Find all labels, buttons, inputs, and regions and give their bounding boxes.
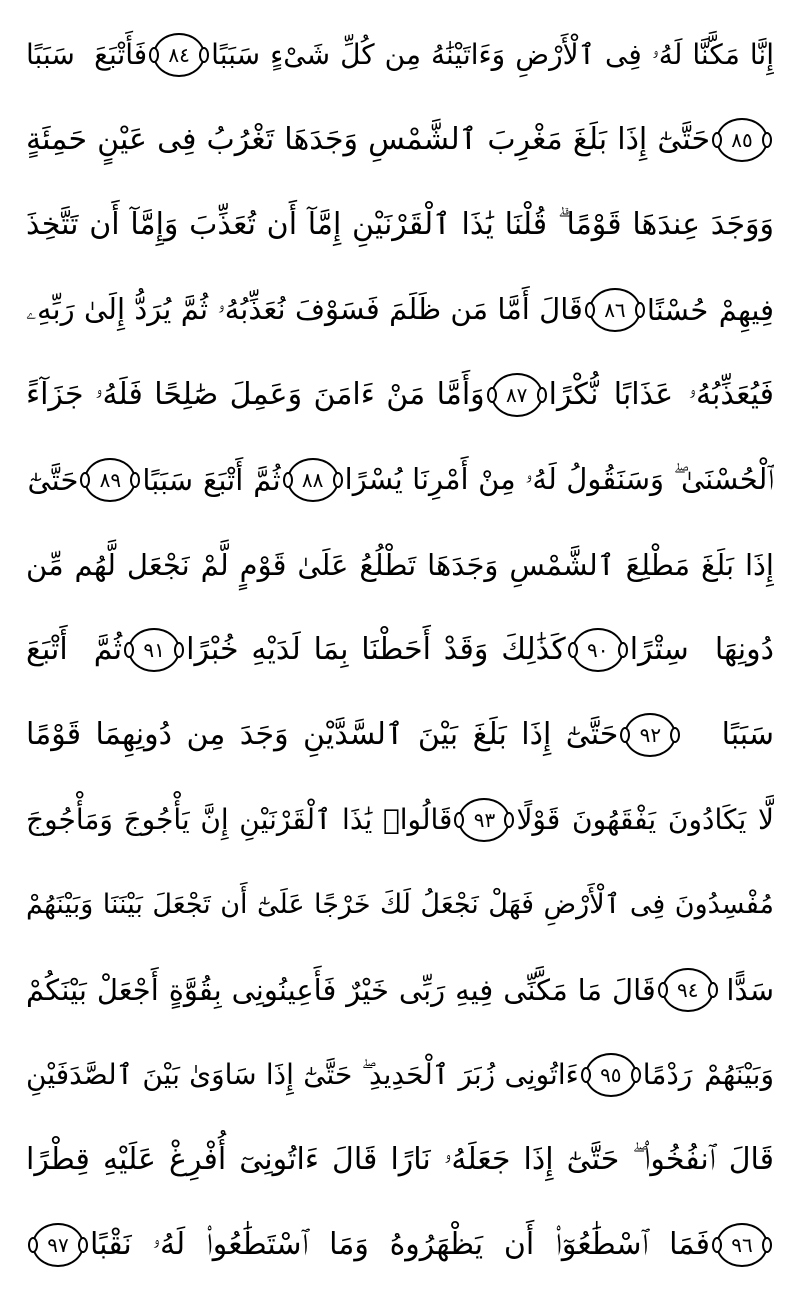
verse-text: سَدًّا: [726, 972, 774, 1007]
verse-text: ثُمَّ أَتْبَعَ: [26, 632, 123, 667]
verse-text: قَالُوا۟ يَٰذَا ٱلْقَرْنَيْنِ إِنَّ يَأْجُوجَ وَمَأْجُوجَ: [26, 803, 453, 836]
verse-text: دُونِهَا سِتْرًا: [629, 632, 774, 667]
verse-line: [26, 437, 774, 522]
verse-line: [26, 352, 774, 437]
verse-text: ءَاتُونِى زُبَرَ ٱلْحَدِيدِ ۖ حَتَّىٰٓ إِذَا سَاوَىٰ بَيْنَ ٱلصَّدَفَيْنِ: [26, 1057, 579, 1091]
ayah-number-marker: ٩٢: [624, 713, 676, 757]
verse-line: [26, 97, 774, 182]
verse-line: [26, 182, 774, 267]
verse-text: وَوَجَدَ عِندَهَا قَوْمًا ۗ قُلْنَا يَٰذَا ٱلْقَرْنَيْنِ إِمَّآ أَن تُعَذِّبَ وَإِمَّآ أَن تَتَّخِذَ: [26, 207, 774, 242]
verse-text: مُفْسِدُونَ فِى ٱلْأَرْضِ فَهَلْ نَجْعَلُ لَكَ خَرْجًا عَلَىٰٓ أَن تَجْعَلَ بَيْنَنَا وَبَيْنَهُمْ: [26, 889, 774, 920]
verse-text: إِذَا بَلَغَ مَطْلِعَ ٱلشَّمْسِ وَجَدَهَا تَطْلُعُ عَلَىٰ قَوْمٍ لَّمْ نَجْعَل لَّهُم مِّن: [26, 547, 774, 582]
ayah-number-marker: ٨٦: [589, 288, 641, 332]
verse-text: فَمَا ٱسْطَٰعُوٓا۟ أَن يَظْهَرُوهُ وَمَا ٱسْتَطَٰعُوا۟ لَهُۥ نَقْبًا: [90, 1227, 710, 1262]
ayah-number-marker: ٨٧: [491, 373, 543, 417]
ayah-number-marker: ٨٤: [153, 33, 205, 77]
verse-text: قَالَ ٱنفُخُوا۟ ۖ حَتَّىٰٓ إِذَا جَعَلَهُۥ نَارًا قَالَ ءَاتُونِىٓ أُفْرِغْ عَلَيْهِ قِطْرًا: [26, 1142, 774, 1177]
verse-line: [26, 862, 774, 947]
verse-text: حَتَّىٰٓ: [27, 462, 79, 497]
verse-text: ثُمَّ أَتْبَعَ سَبَبًا: [142, 462, 281, 497]
ayah-number-marker: ٨٩: [84, 458, 136, 502]
verse-line: [26, 1202, 774, 1287]
verse-text: قَالَ أَمَّا مَن ظَلَمَ فَسَوْفَ نُعَذِّبُهُۥ ثُمَّ يُرَدُّ إِلَىٰ رَبِّهِۦ: [26, 292, 583, 326]
ayah-number-marker: ٩٦: [716, 1223, 768, 1267]
verse-line: [26, 692, 774, 777]
ayah-number-marker: ٩٤: [662, 968, 714, 1012]
ayah-number-marker: ٩١: [128, 628, 180, 672]
verse-text: سَبَبًا: [721, 717, 774, 752]
ayah-number-marker: ٩٠: [572, 628, 624, 672]
ayah-number-marker: ٨٥: [716, 118, 768, 162]
ayah-number-marker: ٩٧: [32, 1223, 84, 1267]
ayah-number-marker: ٩٥: [585, 1053, 637, 1097]
verse-line: [26, 777, 774, 862]
verse-line: [26, 267, 774, 352]
ayah-number-marker: ٩٣: [458, 798, 510, 842]
verse-text: وَأَمَّا مَنْ ءَامَنَ وَعَمِلَ صَٰلِحًا فَلَهُۥ جَزَآءً: [26, 377, 485, 412]
verse-text: وَبَيْنَهُمْ رَدْمًا: [642, 1058, 774, 1091]
verse-line: [26, 12, 774, 97]
verse-text: كَذَٰلِكَ وَقَدْ أَحَطْنَا بِمَا لَدَيْهِ خُبْرًا: [186, 632, 566, 667]
verse-line: [26, 522, 774, 607]
verse-text: قَالَ مَا مَكَّنِّى فِيهِ رَبِّى خَيْرٌ فَأَعِينُونِى بِقُوَّةٍ أَجْعَلْ بَيْنَكُمْ: [26, 972, 656, 1007]
verse-text: فَأَتْبَعَ سَبَبًا: [26, 38, 148, 71]
verse-text: فَيُعَذِّبُهُۥ عَذَابًا نُّكْرًا: [548, 377, 774, 412]
verse-text: حَتَّىٰٓ إِذَا بَلَغَ مَغْرِبَ ٱلشَّمْسِ وَجَدَهَا تَغْرُبُ فِى عَيْنٍ حَمِئَةٍ: [26, 122, 710, 157]
verse-line: [26, 1117, 774, 1202]
verse-line: [26, 607, 774, 692]
ayah-number-marker: ٨٨: [287, 458, 339, 502]
verse-text: حَتَّىٰٓ إِذَا بَلَغَ بَيْنَ ٱلسَّدَّيْنِ وَجَدَ مِن دُونِهِمَا قَوْمًا: [26, 717, 619, 752]
verse-line: [26, 947, 774, 1032]
verse-text: لَّا يَكَادُونَ يَفْقَهُونَ قَوْلًا: [516, 803, 774, 836]
verse-text: إِنَّا مَكَّنَّا لَهُۥ فِى ٱلْأَرْضِ وَءَاتَيْنَٰهُ مِن كُلِّ شَىْءٍ سَبَبًا: [211, 37, 774, 71]
verse-line: [26, 1032, 774, 1117]
verse-text: فِيهِمْ حُسْنًا: [646, 292, 774, 327]
verse-text: ٱلْحُسْنَىٰ ۖ وَسَنَقُولُ لَهُۥ مِنْ أَمْرِنَا يُسْرًا: [344, 462, 774, 496]
